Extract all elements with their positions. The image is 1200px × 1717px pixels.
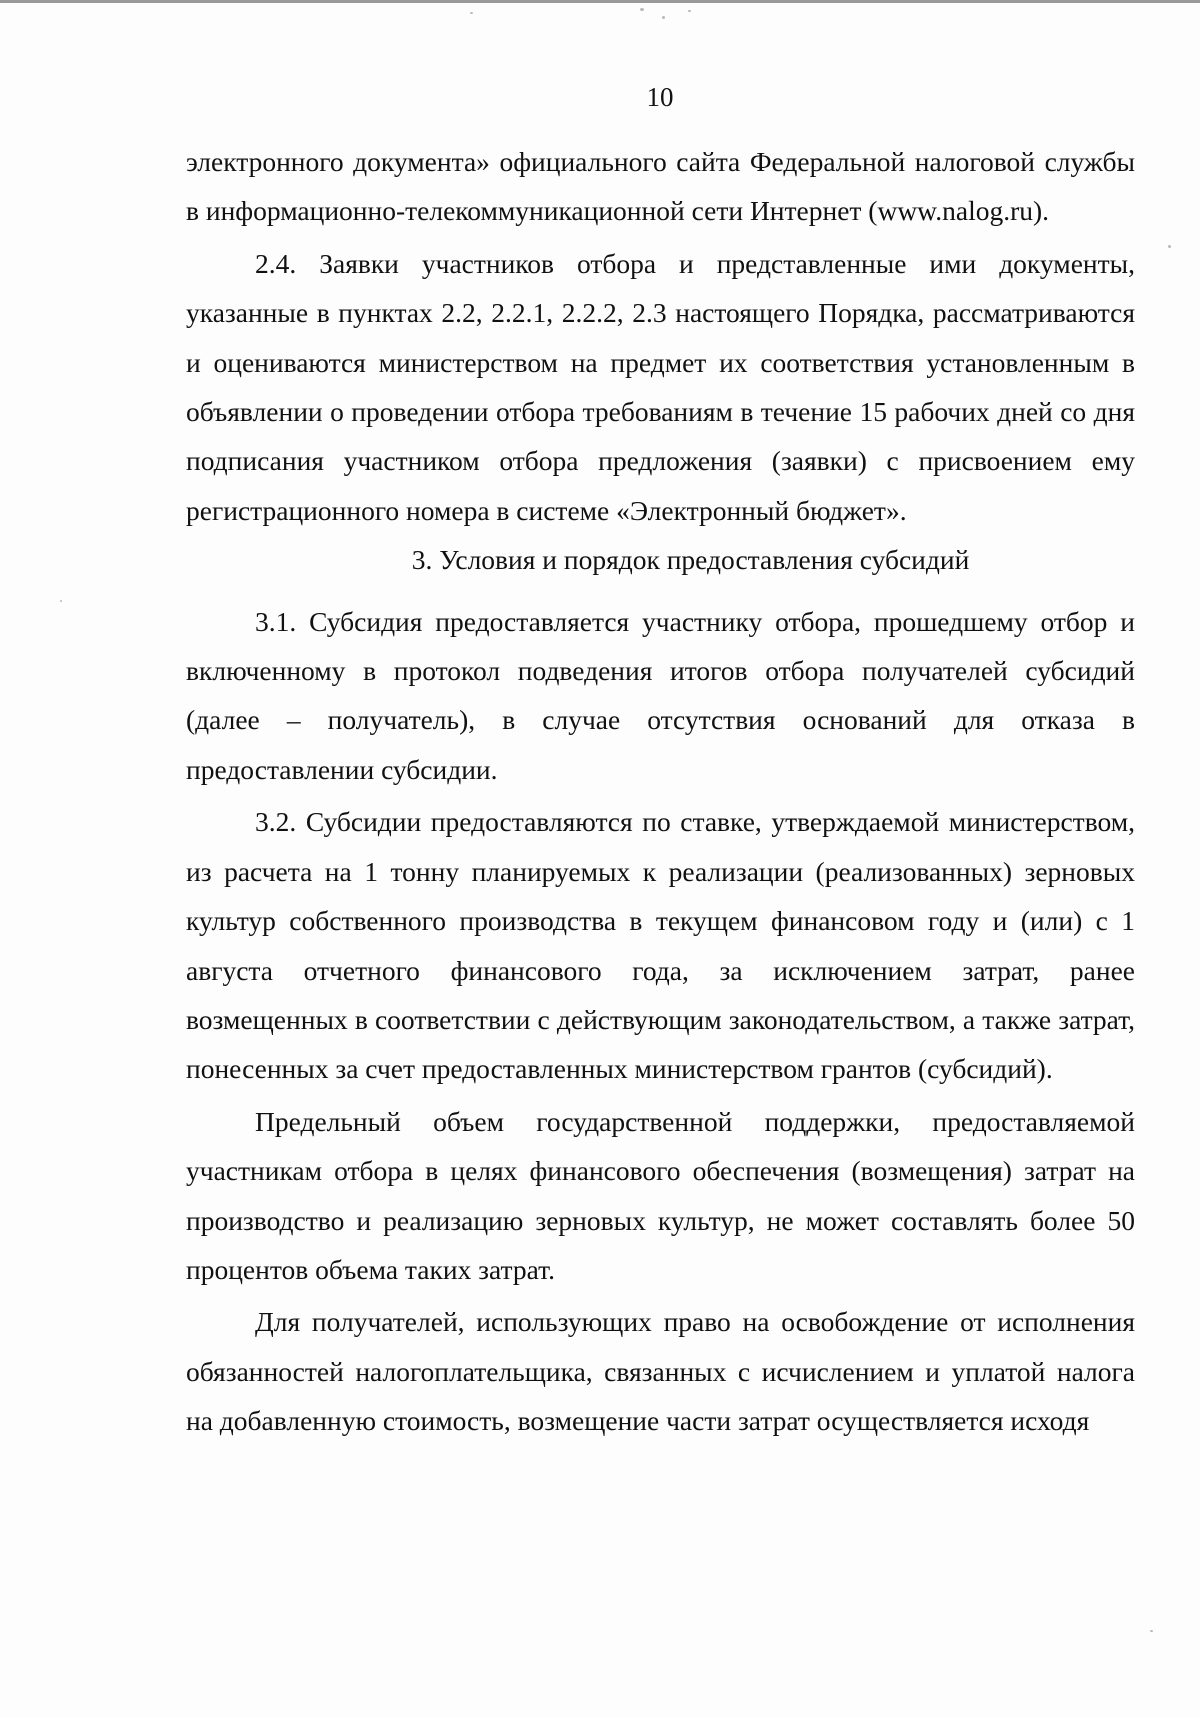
section-heading: 3. Условия и порядок предоставления субсидий [411, 544, 970, 576]
document-body [186, 137, 1135, 1446]
paragraph-support-limit: Предельный объем государственной поддержки, предоставляемой участникам отбора в целях финансового обеспечения (возмещения) затрат на производство и реализацию зерновых культур, не может составлять более 50 процентов объема таких затрат. [186, 1105, 1135, 1285]
paragraph-continuation: электронного документа» официального сайта Федеральной налоговой службы в информационно-телекоммуникационной сети Интернет (www.nalog.ru). [186, 146, 1135, 227]
scan-artifact [1150, 1630, 1153, 1632]
scan-top-edge [0, 0, 1200, 3]
scan-artifact [688, 10, 691, 12]
paragraph-vat-exemption: Для получателей, использующих право на освобождение от исполнения обязанностей налогоплательщика, связанных с исчислением и уплатой налога на добавленную стоимость, возмещение части затрат осуществляется исходя [186, 1306, 1135, 1437]
scan-artifact [662, 16, 665, 19]
scan-artifact [640, 8, 644, 11]
scan-artifact [60, 600, 62, 602]
scan-artifact [470, 12, 473, 14]
page-number: 10 [646, 82, 674, 112]
scan-artifact [1168, 245, 1171, 248]
paragraph-3-1: 3.1. Субсидия предоставляется участнику отбора, прошедшему отбор и включенному в протокол подведения итогов отбора получателей субсидий (далее – получатель), в случае отсутствия оснований для отказа в предоставлении субсидии. [186, 605, 1135, 785]
paragraph-2-4: 2.4. Заявки участников отбора и представленные ими документы, указанные в пунктах 2.2, 2.2.1, 2.2.2, 2.3 настоящего Порядка, рассматриваются и оцениваются министерством на предмет их соответствия установленным в объявлении о проведении отбора требованиям в течение 15 рабочих дней со дня подписания участником отбора предложения (заявки) с присвоением ему регистрационного номера в системе «Электронный бюджет». [186, 247, 1135, 526]
paragraph-3-2: 3.2. Субсидии предоставляются по ставке, утверждаемой министерством, из расчета на 1 тонну планируемых к реализации (реализованных) зерновых культур собственного производства в текущем финансовом году и (или) с 1 августа отчетного финансового года, за исключением затрат, ранее возмещенных в соответствии с действующим законодательством, а также затрат, понесенных за счет предоставленных министерством грантов (субсидий). [186, 806, 1135, 1085]
